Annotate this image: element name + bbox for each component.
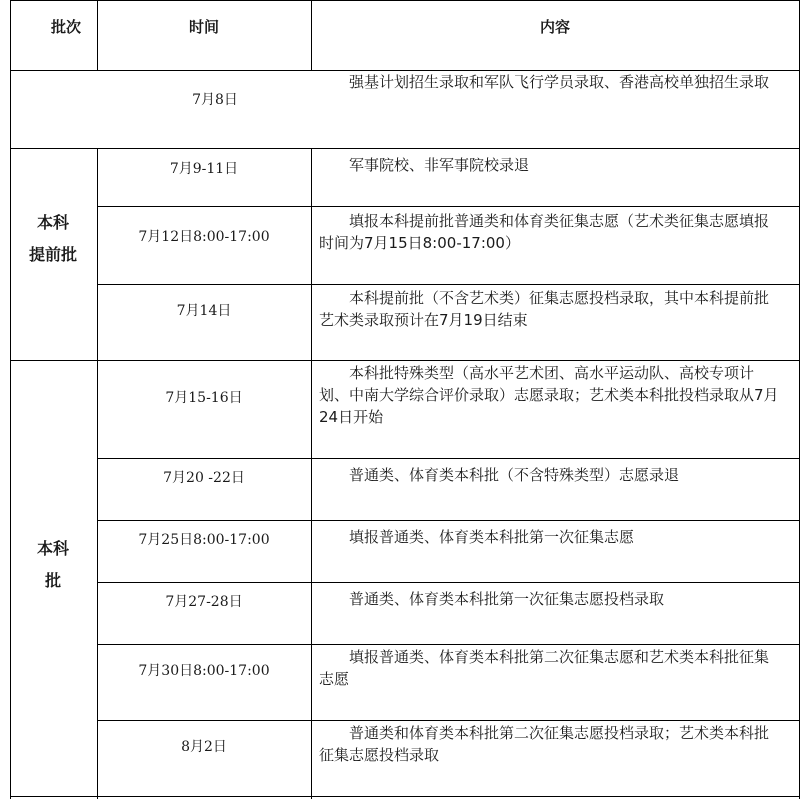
content-cell: 军事院校、非军事院校录退 [349, 156, 530, 174]
time-cell: 8月2日 [181, 739, 227, 755]
row-divider [97, 458, 800, 459]
row-divider [10, 0, 800, 1]
content-cell: 普通类、体育类本科批第一次征集志愿投档录取 [349, 590, 665, 608]
time-cell: 7月27-28日 [165, 594, 243, 610]
time-cell: 7月12日8:00-17:00 [138, 229, 270, 245]
time-cell: 7月14日 [176, 303, 232, 319]
group-label-line: 本科 [36, 213, 69, 232]
group-label-early-batch [10, 207, 96, 271]
time-cell: 7月30日8:00-17:00 [138, 663, 270, 679]
group-label-line: 批 [44, 571, 61, 590]
row-divider [97, 582, 800, 583]
content-cell: 本科提前批（不含艺术类）征集志愿投档录取，其中本科提前批艺术类录取预计在7月19日结束 [319, 289, 770, 329]
time-cell: 7月8日 [192, 92, 238, 108]
content-cell: 填报普通类、体育类本科批第一次征集志愿 [349, 528, 635, 546]
time-cell: 7月15-16日 [165, 390, 243, 406]
header-batch: 批次 [50, 18, 81, 36]
row-divider [10, 796, 800, 797]
header-content: 内容 [539, 18, 570, 36]
row-divider [97, 520, 800, 521]
content-cell: 填报普通类、体育类本科批第二次征集志愿和艺术类本科批征集志愿 [319, 648, 770, 688]
row-divider [10, 148, 800, 149]
time-cell: 7月25日8:00-17:00 [138, 532, 270, 548]
content-cell: 普通类、体育类本科批（不含特殊类型）志愿录退 [349, 466, 680, 484]
content-cell: 填报本科提前批普通类和体育类征集志愿（艺术类征集志愿填报时间为7月15日8:00-17:00） [319, 212, 770, 252]
row-divider [97, 284, 800, 285]
content-cell: 本科批特殊类型（高水平艺术团、高水平运动队、高校专项计划、中南大学综合评价录取）志愿录取；艺术类本科批投档录取从7月24日开始 [319, 364, 779, 426]
content-cell: 强基计划招生录取和军队飞行学员录取、香港高校单独招生录取 [349, 73, 770, 91]
time-cell: 7月20 -22日 [163, 470, 245, 486]
column-divider [311, 148, 312, 799]
content-cell: 普通类和体育类本科批第二次征集志愿投档录取；艺术类本科批征集志愿投档录取 [319, 724, 770, 764]
group-label-undergrad-batch [10, 533, 96, 597]
row-divider [97, 206, 800, 207]
group-label-line: 本科 [36, 539, 69, 558]
row-divider [97, 720, 800, 721]
row-divider [10, 360, 800, 361]
group-label-line: 提前批 [28, 245, 77, 264]
row-divider [97, 644, 800, 645]
column-divider [10, 0, 11, 799]
header-time: 时间 [188, 18, 219, 36]
time-cell: 7月9-11日 [169, 161, 239, 177]
